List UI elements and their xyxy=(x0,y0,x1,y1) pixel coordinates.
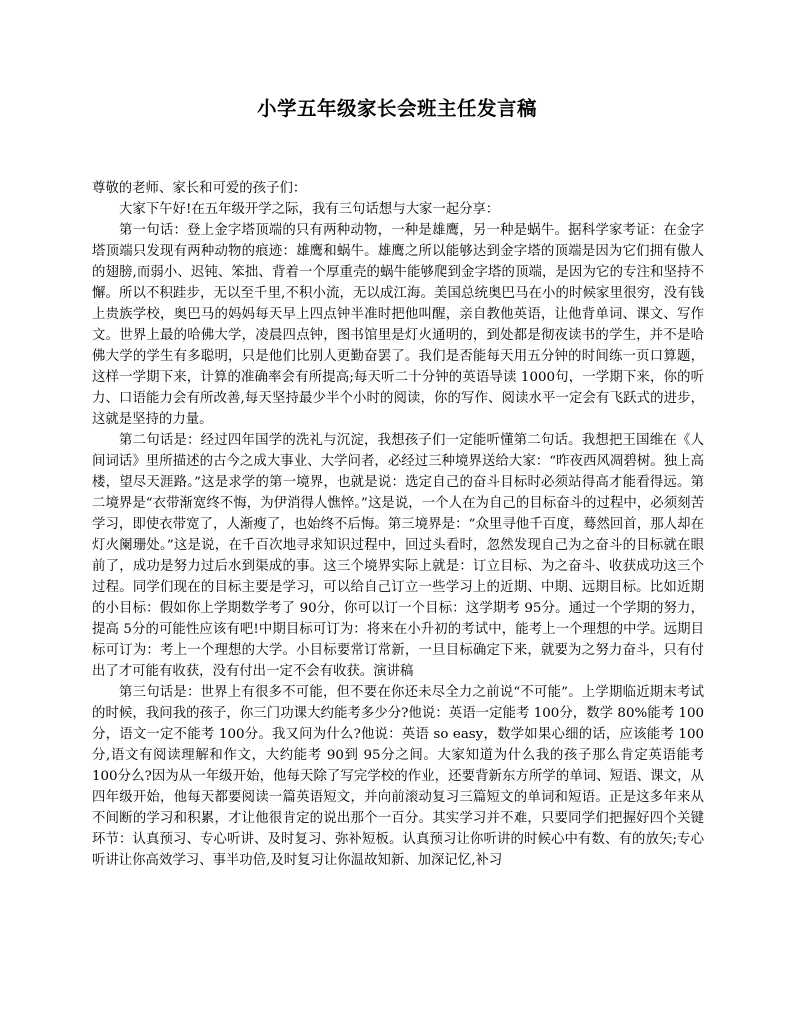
paragraph-third-saying: 第三句话是：世界上有很多不可能，但不要在你还未尽全力之前说“不可能”。上学期临近期末考试的时候，我问我的孩子，你三门功课大约能考多少分?他说：英语一定能考 100分，数学 80%能考 100分，语文一定不能考 100分。我又问为什么?他说：英语 so easy，数学如果心细的话，应该能考 100分,语文有阅读理解和作文，大约能考 90到 95分之间。大家知道为什么我的孩子那么肯定英语能考 100分么?因为从一年级开始，他每天除了写完学校的作业，还要背新东方所学的单词、短语、课文，从四年级开始，他每天都要阅读一篇英语短文，并向前滚动复习三篇短文的单词和短语。正是这多年来从不间断的学习和积累，才让他很肯定的说出那个一百分。其实学习并不难，只要同学们把握好四个关键环节：认真预习、专心听讲、及时复习、弥补短板。认真预习让你听讲的时候心中有数、有的放矢;专心听讲让你高效学习、事半功倍,及时复习让你温故知新、加深记忆,补习 xyxy=(92,685,704,868)
paragraph-greeting: 大家下午好!在五年级开学之际，我有三句话想与大家一起分享： xyxy=(119,202,500,217)
document-title: 小学五年级家长会班主任发言稿 xyxy=(256,97,537,120)
paragraph-second-saying: 第二句话是：经过四年国学的洗礼与沉淀，我想孩子们一定能听懂第二句话。我想把王国维在《人间词话》里所描述的古今之成大事业、大学问者，必经过三种境界送给大家：“昨夜西风凋碧树。独上高楼，望尽天涯路。”这是求学的第一境界，也就是说：选定自己的奋斗目标时必须站得高才能看得远。第二境界是“衣带渐宽终不悔，为伊消得人憔悴。”这是说，一个人在为自己的目标奋斗的过程中，必须刻苦学习，即使衣带宽了，人渐瘦了，也始终不后悔。第三境界是：“众里寻他千百度，蓦然回首，那人却在灯火阑珊处。”这是说，在千百次地寻求知识过程中，回过头看时，忽然发现自己为之奋斗的目标就在眼前了，成功是努力过后水到渠成的事。这三个境界实际上就是：订立目标、为之奋斗、收获成功这三个过程。同学们现在的目标主要是学习，可以给自己订立一些学习上的近期、中期、远期目标。比如近期的小目标：假如你上学期数学考了 90分，你可以订一个目标：这学期考 95分。通过一个学期的努力，提高 5分的可能性应该有吧!中期目标可订为：将来在小升初的考试中，能考上一个理想的中学。远期目标可订为：考上一个理想的大学。小目标要常订常新，一旦目标确定下来，就要为之努力奋斗，只有付出了才可能有收获，没有付出一定不会有收获。演讲稿 xyxy=(92,433,704,679)
salutation: 尊敬的老师、家长和可爱的孩子们： xyxy=(92,181,307,196)
document-body xyxy=(92,178,704,871)
paragraph-first-saying: 第一句话：登上金字塔顶端的只有两种动物，一种是雄鹰，另一种是蜗牛。据科学家考证：在金字塔顶端只发现有两种动物的痕迹：雄鹰和蜗牛。雄鹰之所以能够达到金字塔的顶端是因为它们拥有傲人的翅膀,而弱小、迟钝、笨拙、背着一个厚重壳的蜗牛能够爬到金字塔的顶端，是因为它的专注和坚持不懈。所以不积跬步，无以至千里,不积小流，无以成江海。美国总统奥巴马在小的时候家里很穷，没有钱上贵族学校，奥巴马的妈妈每天早上四点钟半准时把他叫醒，亲自教他英语，让他背单词、课文、写作文。世界上最的哈佛大学，凌晨四点钟，图书馆里是灯火通明的，到处都是彻夜读书的学生，并不是哈佛大学的学生有多聪明，只是他们比别人更勤奋罢了。我们是否能每天用五分钟的时间练一页口算题，这样一学期下来，计算的准确率会有所提高;每天听二十分钟的英语导读 1000句，一学期下来，你的听力、口语能力会有所改善,每天坚持最少半个小时的阅读，你的写作、阅读水平一定会有飞跃式的进步，这就是坚持的力量。 xyxy=(92,223,704,427)
